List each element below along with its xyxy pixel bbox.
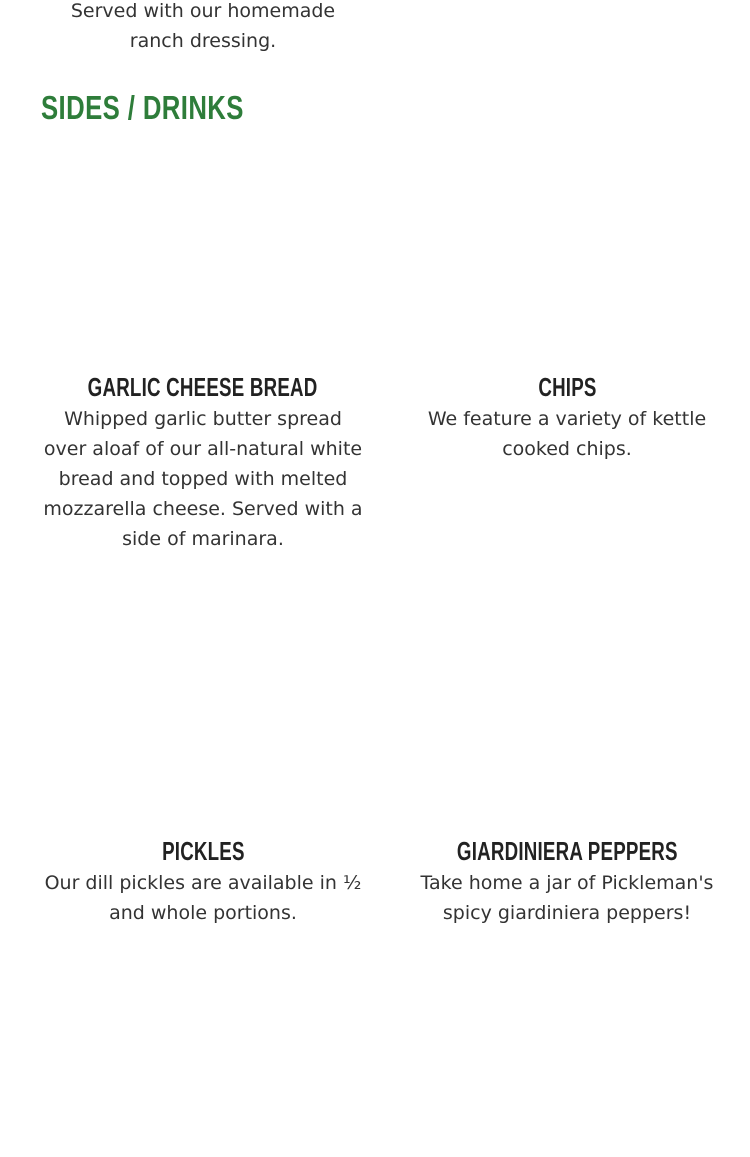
item-description: We feature a variety of kettle cooked chips. xyxy=(427,408,707,460)
menu-item-garlic-cheese-bread[interactable] xyxy=(33,150,373,554)
item-image[interactable] xyxy=(397,614,737,814)
item-image[interactable] xyxy=(33,614,373,814)
menu-item-chips[interactable] xyxy=(397,150,737,464)
item-description: Whipped garlic butter spread over aloaf of our all-natural white bread and topped with melted mozzarella cheese. Served with a side of marinara. xyxy=(43,408,363,550)
menu-item-giardiniera-peppers[interactable] xyxy=(397,614,737,928)
item-image[interactable] xyxy=(33,150,373,350)
menu-item-pickles[interactable] xyxy=(33,614,373,928)
item-description: Our dill pickles are available in ½ and whole portions. xyxy=(44,872,362,924)
item-description: Take home a jar of Pickleman's spicy giardiniera peppers! xyxy=(420,872,714,924)
item-name[interactable]: GIARDINIERA PEPPERS xyxy=(456,836,678,866)
item-name[interactable]: CHIPS xyxy=(537,372,597,402)
section-title: SIDES / DRINKS xyxy=(41,89,244,126)
item-name[interactable]: GARLIC CHEESE BREAD xyxy=(88,372,318,402)
item-name[interactable]: PICKLES xyxy=(161,836,245,866)
previous-item-description: Served with our homemade ranch dressing. xyxy=(70,0,336,52)
item-image[interactable] xyxy=(397,150,737,350)
